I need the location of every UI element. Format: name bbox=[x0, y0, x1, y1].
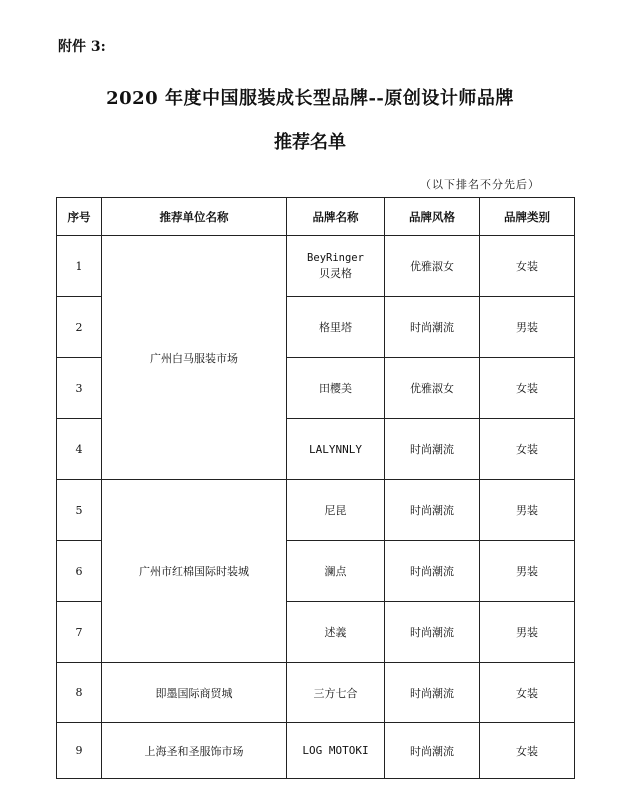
brand-cell: 田樱美 bbox=[287, 358, 385, 419]
table-row bbox=[57, 723, 575, 779]
style-cell: 时尚潮流 bbox=[385, 541, 480, 602]
category-cell: 女装 bbox=[480, 419, 575, 480]
category-cell: 男装 bbox=[480, 602, 575, 663]
table-row bbox=[57, 236, 575, 297]
table-header-row bbox=[57, 198, 575, 236]
brand-cell bbox=[287, 236, 385, 297]
attachment-label: 附件 3: bbox=[58, 39, 106, 55]
style-cell: 时尚潮流 bbox=[385, 480, 480, 541]
ranking-note: （以下排名不分先后） bbox=[420, 178, 540, 191]
category-cell: 男装 bbox=[480, 480, 575, 541]
brand-name-cn: 贝灵格 bbox=[319, 267, 352, 280]
header-category: 品牌类别 bbox=[480, 198, 575, 236]
table-row bbox=[57, 480, 575, 541]
row-no: 6 bbox=[57, 541, 102, 602]
style-cell: 时尚潮流 bbox=[385, 419, 480, 480]
style-cell: 时尚潮流 bbox=[385, 602, 480, 663]
style-cell: 优雅淑女 bbox=[385, 358, 480, 419]
row-no: 1 bbox=[57, 236, 102, 297]
unit-cell: 即墨国际商贸城 bbox=[102, 663, 287, 723]
row-no: 5 bbox=[57, 480, 102, 541]
brand-cell: 格里塔 bbox=[287, 297, 385, 358]
row-no: 3 bbox=[57, 358, 102, 419]
table-row bbox=[57, 663, 575, 723]
document-title: 2020 年度中国服装成长型品牌--原创设计师品牌 bbox=[106, 88, 514, 109]
category-cell: 女装 bbox=[480, 663, 575, 723]
unit-cell: 上海圣和圣服饰市场 bbox=[102, 723, 287, 779]
document-subtitle: 推荐名单 bbox=[274, 132, 346, 153]
brand-name-en: BeyRinger bbox=[307, 252, 364, 264]
category-cell: 男装 bbox=[480, 297, 575, 358]
row-no: 4 bbox=[57, 419, 102, 480]
category-cell: 女装 bbox=[480, 723, 575, 779]
style-cell: 优雅淑女 bbox=[385, 236, 480, 297]
style-cell: 时尚潮流 bbox=[385, 297, 480, 358]
style-cell: 时尚潮流 bbox=[385, 723, 480, 779]
brand-table bbox=[56, 197, 575, 779]
brand-cell: 尼昆 bbox=[287, 480, 385, 541]
unit-cell: 广州白马服装市场 bbox=[102, 236, 287, 480]
header-style: 品牌风格 bbox=[385, 198, 480, 236]
row-no: 9 bbox=[57, 723, 102, 779]
category-cell: 男装 bbox=[480, 541, 575, 602]
unit-cell: 广州市红棉国际时装城 bbox=[102, 480, 287, 663]
header-unit: 推荐单位名称 bbox=[102, 198, 287, 236]
header-no: 序号 bbox=[57, 198, 102, 236]
brand-cell: 述義 bbox=[287, 602, 385, 663]
row-no: 2 bbox=[57, 297, 102, 358]
row-no: 8 bbox=[57, 663, 102, 723]
category-cell: 女装 bbox=[480, 236, 575, 297]
brand-cell: LALYNNLY bbox=[287, 419, 385, 480]
header-brand: 品牌名称 bbox=[287, 198, 385, 236]
brand-cell: LOG MOTOKI bbox=[287, 723, 385, 779]
brand-cell: 三方七合 bbox=[287, 663, 385, 723]
style-cell: 时尚潮流 bbox=[385, 663, 480, 723]
row-no: 7 bbox=[57, 602, 102, 663]
brand-cell: 澜点 bbox=[287, 541, 385, 602]
category-cell: 女装 bbox=[480, 358, 575, 419]
